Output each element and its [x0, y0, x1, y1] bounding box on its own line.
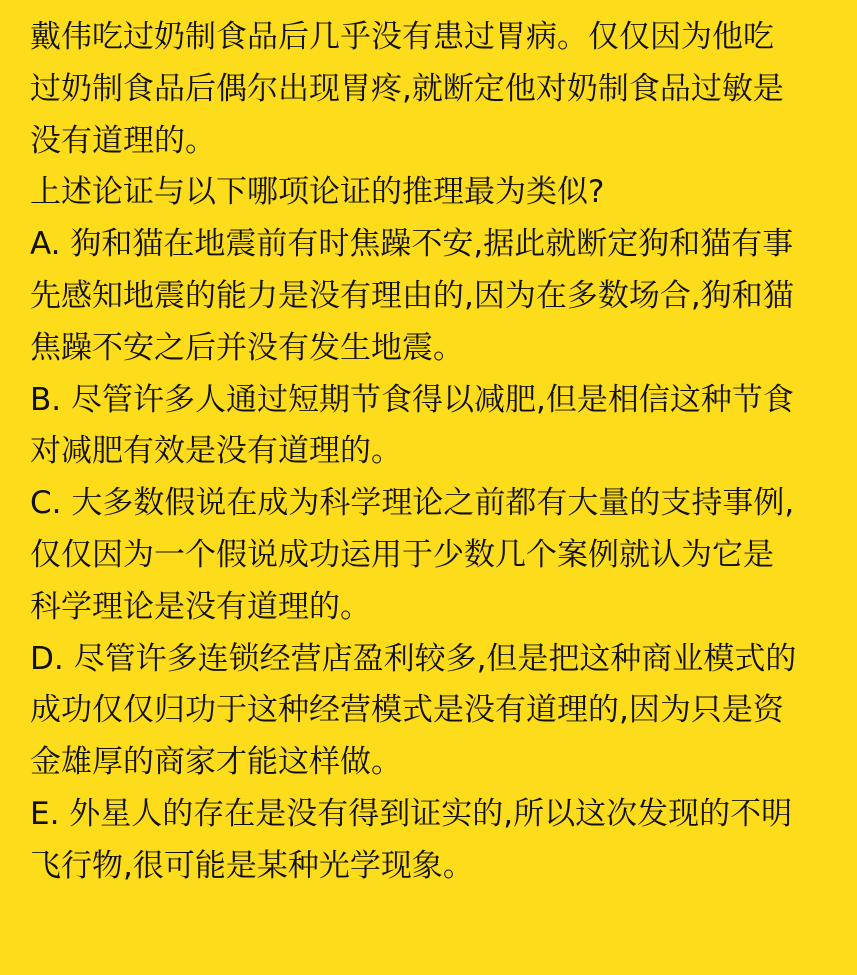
- prompt-line: 上述论证与以下哪项论证的推理最为类似?: [30, 174, 605, 211]
- question-prompt: [30, 167, 835, 219]
- option-e: [30, 789, 835, 893]
- option-a-line: 焦躁不安之后并没有发生地震。: [30, 329, 464, 366]
- option-d-line: 金雄厚的商家才能这样做。: [30, 744, 402, 781]
- option-c-line: C. 大多数假说在成为科学理论之前都有大量的支持事例,: [30, 485, 795, 522]
- option-b: [30, 375, 835, 479]
- option-c-line: 科学理论是没有道理的。: [30, 588, 371, 625]
- stem-line: 没有道理的。: [30, 122, 216, 159]
- question-stem: [30, 12, 835, 167]
- option-b-line: B. 尽管许多人通过短期节食得以减肥,但是相信这种节食: [30, 381, 794, 418]
- option-c: [30, 478, 835, 633]
- stem-line: 过奶制食品后偶尔出现胃疼,就断定他对奶制食品过敏是: [30, 70, 784, 107]
- option-a: [30, 219, 835, 374]
- stem-line: 戴伟吃过奶制食品后几乎没有患过胃病。仅仅因为他吃: [30, 19, 774, 55]
- option-b-line: 对减肥有效是没有道理的。: [30, 433, 402, 470]
- option-d-line: 成功仅仅归功于这种经营模式是没有道理的,因为只是资: [30, 692, 784, 729]
- option-a-line: 先感知地震的能力是没有理由的,因为在多数场合,狗和猫: [30, 277, 794, 314]
- option-d-line: D. 尽管许多连锁经营店盈利较多,但是把这种商业模式的: [30, 640, 797, 677]
- option-d: [30, 634, 835, 789]
- option-c-line: 仅仅因为一个假说成功运用于少数几个案例就认为它是: [30, 536, 774, 573]
- option-e-line: 飞行物,很可能是某种光学现象。: [30, 847, 474, 884]
- option-e-line: E. 外星人的存在是没有得到证实的,所以这次发现的不明: [30, 795, 793, 832]
- option-a-line: A. 狗和猫在地震前有时焦躁不安,据此就断定狗和猫有事: [30, 226, 794, 263]
